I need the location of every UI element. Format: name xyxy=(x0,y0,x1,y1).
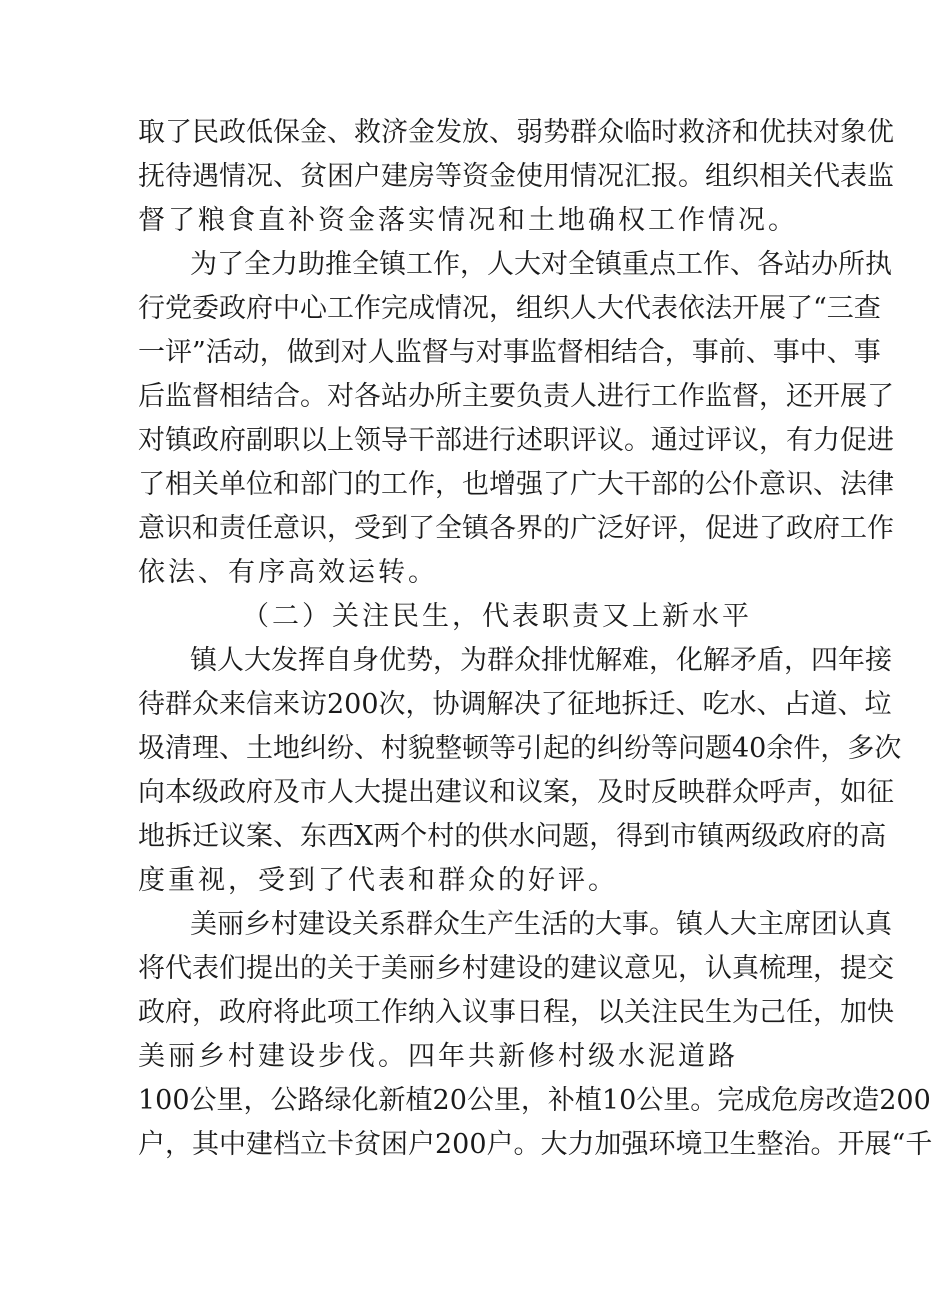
paragraph-line: 100公里，公路绿化新植20公里，补植10公里。完成危房改造200 xyxy=(138,1085,931,1116)
paragraph-line: 意识和责任意识，受到了全镇各界的广泛好评，促进了政府工作 xyxy=(138,513,894,544)
paragraph-line: 地拆迁议案、东西X两个村的供水问题，得到市镇两级政府的高 xyxy=(138,821,887,852)
paragraph-line: 美丽乡村建设关系群众生产生活的大事。镇人大主席团认真 xyxy=(190,909,892,940)
paragraph-line: 抚待遇情况、贫困户建房等资金使用情况汇报。组织相关代表监 xyxy=(138,161,894,192)
paragraph-line: 行党委政府中心工作完成情况，组织人大代表依法开展了“三查 xyxy=(138,293,881,324)
paragraph-line: 向本级政府及市人大提出建议和议案，及时反映群众呼声，如征 xyxy=(138,777,894,808)
paragraph-line: 度重视，受到了代表和群众的好评。 xyxy=(138,865,618,896)
paragraph-line: 政府，政府将此项工作纳入议事日程，以关注民生为己任，加快 xyxy=(138,997,894,1028)
paragraph-line: 待群众来信来访200次，协调解决了征地拆迁、吃水、占道、垃 xyxy=(138,689,892,720)
paragraph-line: 一评”活动，做到对人监督与对事监督相结合，事前、事中、事 xyxy=(138,337,881,368)
paragraph-line: 对镇政府副职以上领导干部进行述职评议。通过评议，有力促进 xyxy=(138,425,894,456)
paragraph-line: 依法、有序高效运转。 xyxy=(138,557,438,588)
paragraph-line: 圾清理、土地纠纷、村貌整顿等引起的纠纷等问题40余件，多次 xyxy=(138,733,902,764)
paragraph-line: 督了粮食直补资金落实情况和土地确权工作情况。 xyxy=(138,205,798,236)
paragraph-line: 后监督相结合。对各站办所主要负责人进行工作监督，还开展了 xyxy=(138,381,894,412)
paragraph-line: 镇人大发挥自身优势，为群众排忧解难，化解矛盾，四年接 xyxy=(190,645,892,676)
paragraph-line: 将代表们提出的关于美丽乡村建设的建议意见，认真梳理，提交 xyxy=(138,953,894,984)
paragraph-line: 为了全力助推全镇工作，人大对全镇重点工作、各站办所执 xyxy=(190,249,892,280)
paragraph-line: 美丽乡村建设步伐。四年共新修村级水泥道路 xyxy=(138,1041,738,1072)
paragraph-line: 了相关单位和部门的工作，也增强了广大干部的公仆意识、法律 xyxy=(138,469,894,500)
paragraph-line: 户，其中建档立卡贫困户200户。大力加强环境卫生整治。开展“千 xyxy=(138,1129,932,1160)
paragraph-line: 取了民政低保金、救济金发放、弱势群众临时救济和优扶对象优 xyxy=(138,117,894,148)
section-heading: （二）关注民生，代表职责又上新水平 xyxy=(242,601,752,632)
